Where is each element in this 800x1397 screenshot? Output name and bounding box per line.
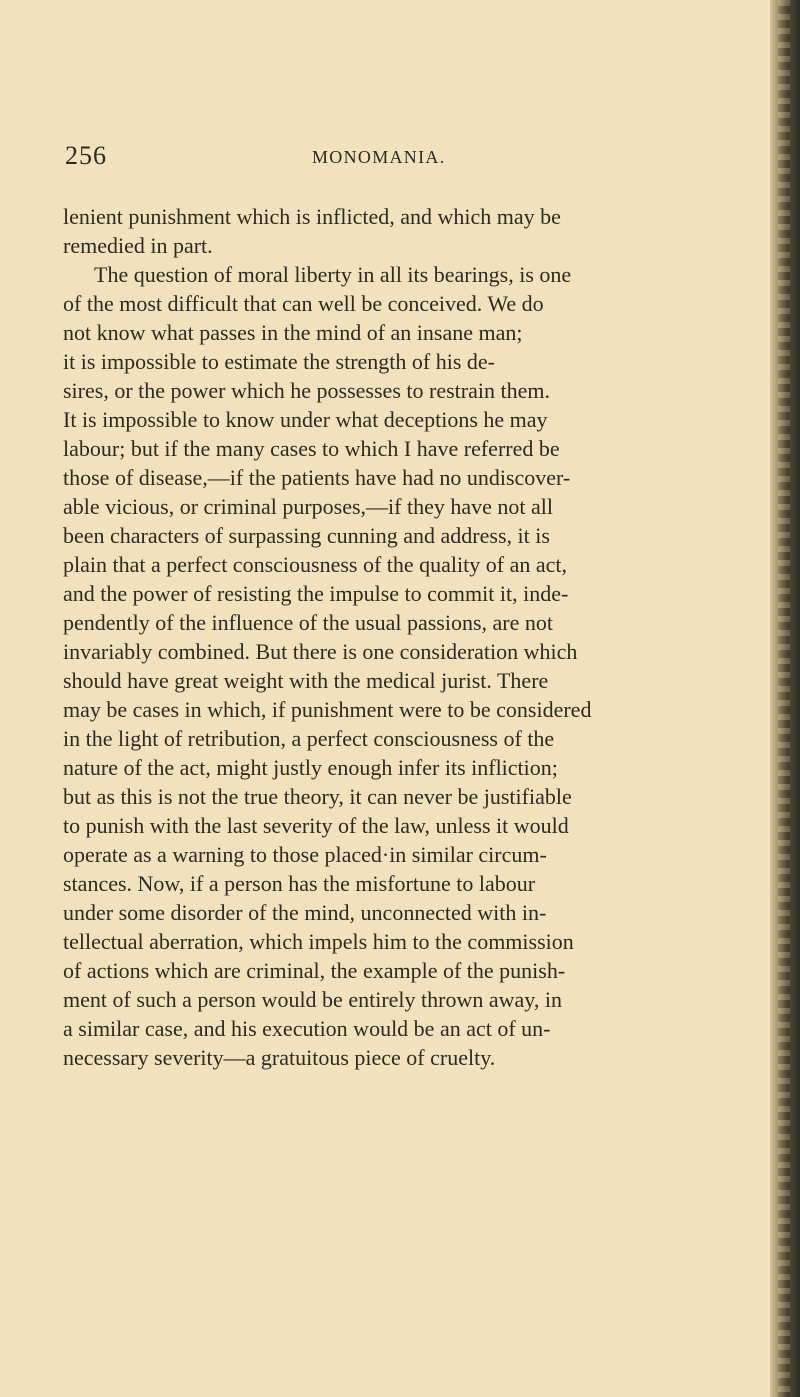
section-title: MONOMANIA. [312, 147, 446, 167]
text-line: of the most difficult that can well be conceived. We do [63, 291, 544, 316]
text-line: a similar case, and his execution would be an act of un- [63, 1016, 551, 1041]
text-line: stances. Now, if a person has the misfortune to labour [63, 871, 536, 896]
text-line: but as this is not the true theory, it can never be justifiable [63, 784, 572, 809]
text-line: pendently of the influence of the usual passions, are not [63, 610, 553, 635]
text-line: labour; but if the many cases to which I have referred be [63, 436, 560, 461]
text-line: may be cases in which, if punishment were to be considered [63, 697, 592, 722]
text-line: and the power of resisting the impulse to commit it, inde- [63, 581, 569, 606]
text-line: It is impossible to know under what deceptions he may [63, 407, 548, 432]
text-line: tellectual aberration, which impels him to the commission [63, 929, 574, 954]
text-line: necessary severity—a gratuitous piece of cruelty. [63, 1045, 496, 1070]
text-line: under some disorder of the mind, unconnected with in- [63, 900, 547, 925]
body-text [63, 202, 713, 1072]
text-line: nature of the act, might justly enough infer its infliction; [63, 755, 558, 780]
text-line: operate as a warning to those placed·in similar circum- [63, 842, 547, 867]
running-head [65, 141, 770, 171]
text-line: not know what passes in the mind of an insane man; [63, 320, 523, 345]
text-line: to punish with the last severity of the law, unless it would [63, 813, 569, 838]
text-line: invariably combined. But there is one consideration which [63, 639, 578, 664]
text-line: plain that a perfect consciousness of the quality of an act, [63, 552, 567, 577]
text-line: been characters of surpassing cunning and address, it is [63, 523, 550, 548]
text-line: ment of such a person would be entirely thrown away, in [63, 987, 562, 1012]
text-line: able vicious, or criminal purposes,—if they have not all [63, 494, 553, 519]
text-line: remedied in part. [63, 233, 213, 258]
text-line: The question of moral liberty in all its bearings, is one [94, 262, 572, 287]
text-line: lenient punishment which is inflicted, and which may be [63, 204, 561, 229]
text-line: in the light of retribution, a perfect consciousness of the [63, 726, 555, 751]
text-line: should have great weight with the medical jurist. There [63, 668, 549, 693]
page-edge [770, 0, 800, 1397]
page-number: 256 [65, 141, 107, 170]
text-line: sires, or the power which he possesses to restrain them. [63, 378, 550, 403]
text-line: of actions which are criminal, the example of the punish- [63, 958, 566, 983]
text-line: those of disease,—if the patients have had no undiscover- [63, 465, 571, 490]
text-line: it is impossible to estimate the strength of his de- [63, 349, 495, 374]
